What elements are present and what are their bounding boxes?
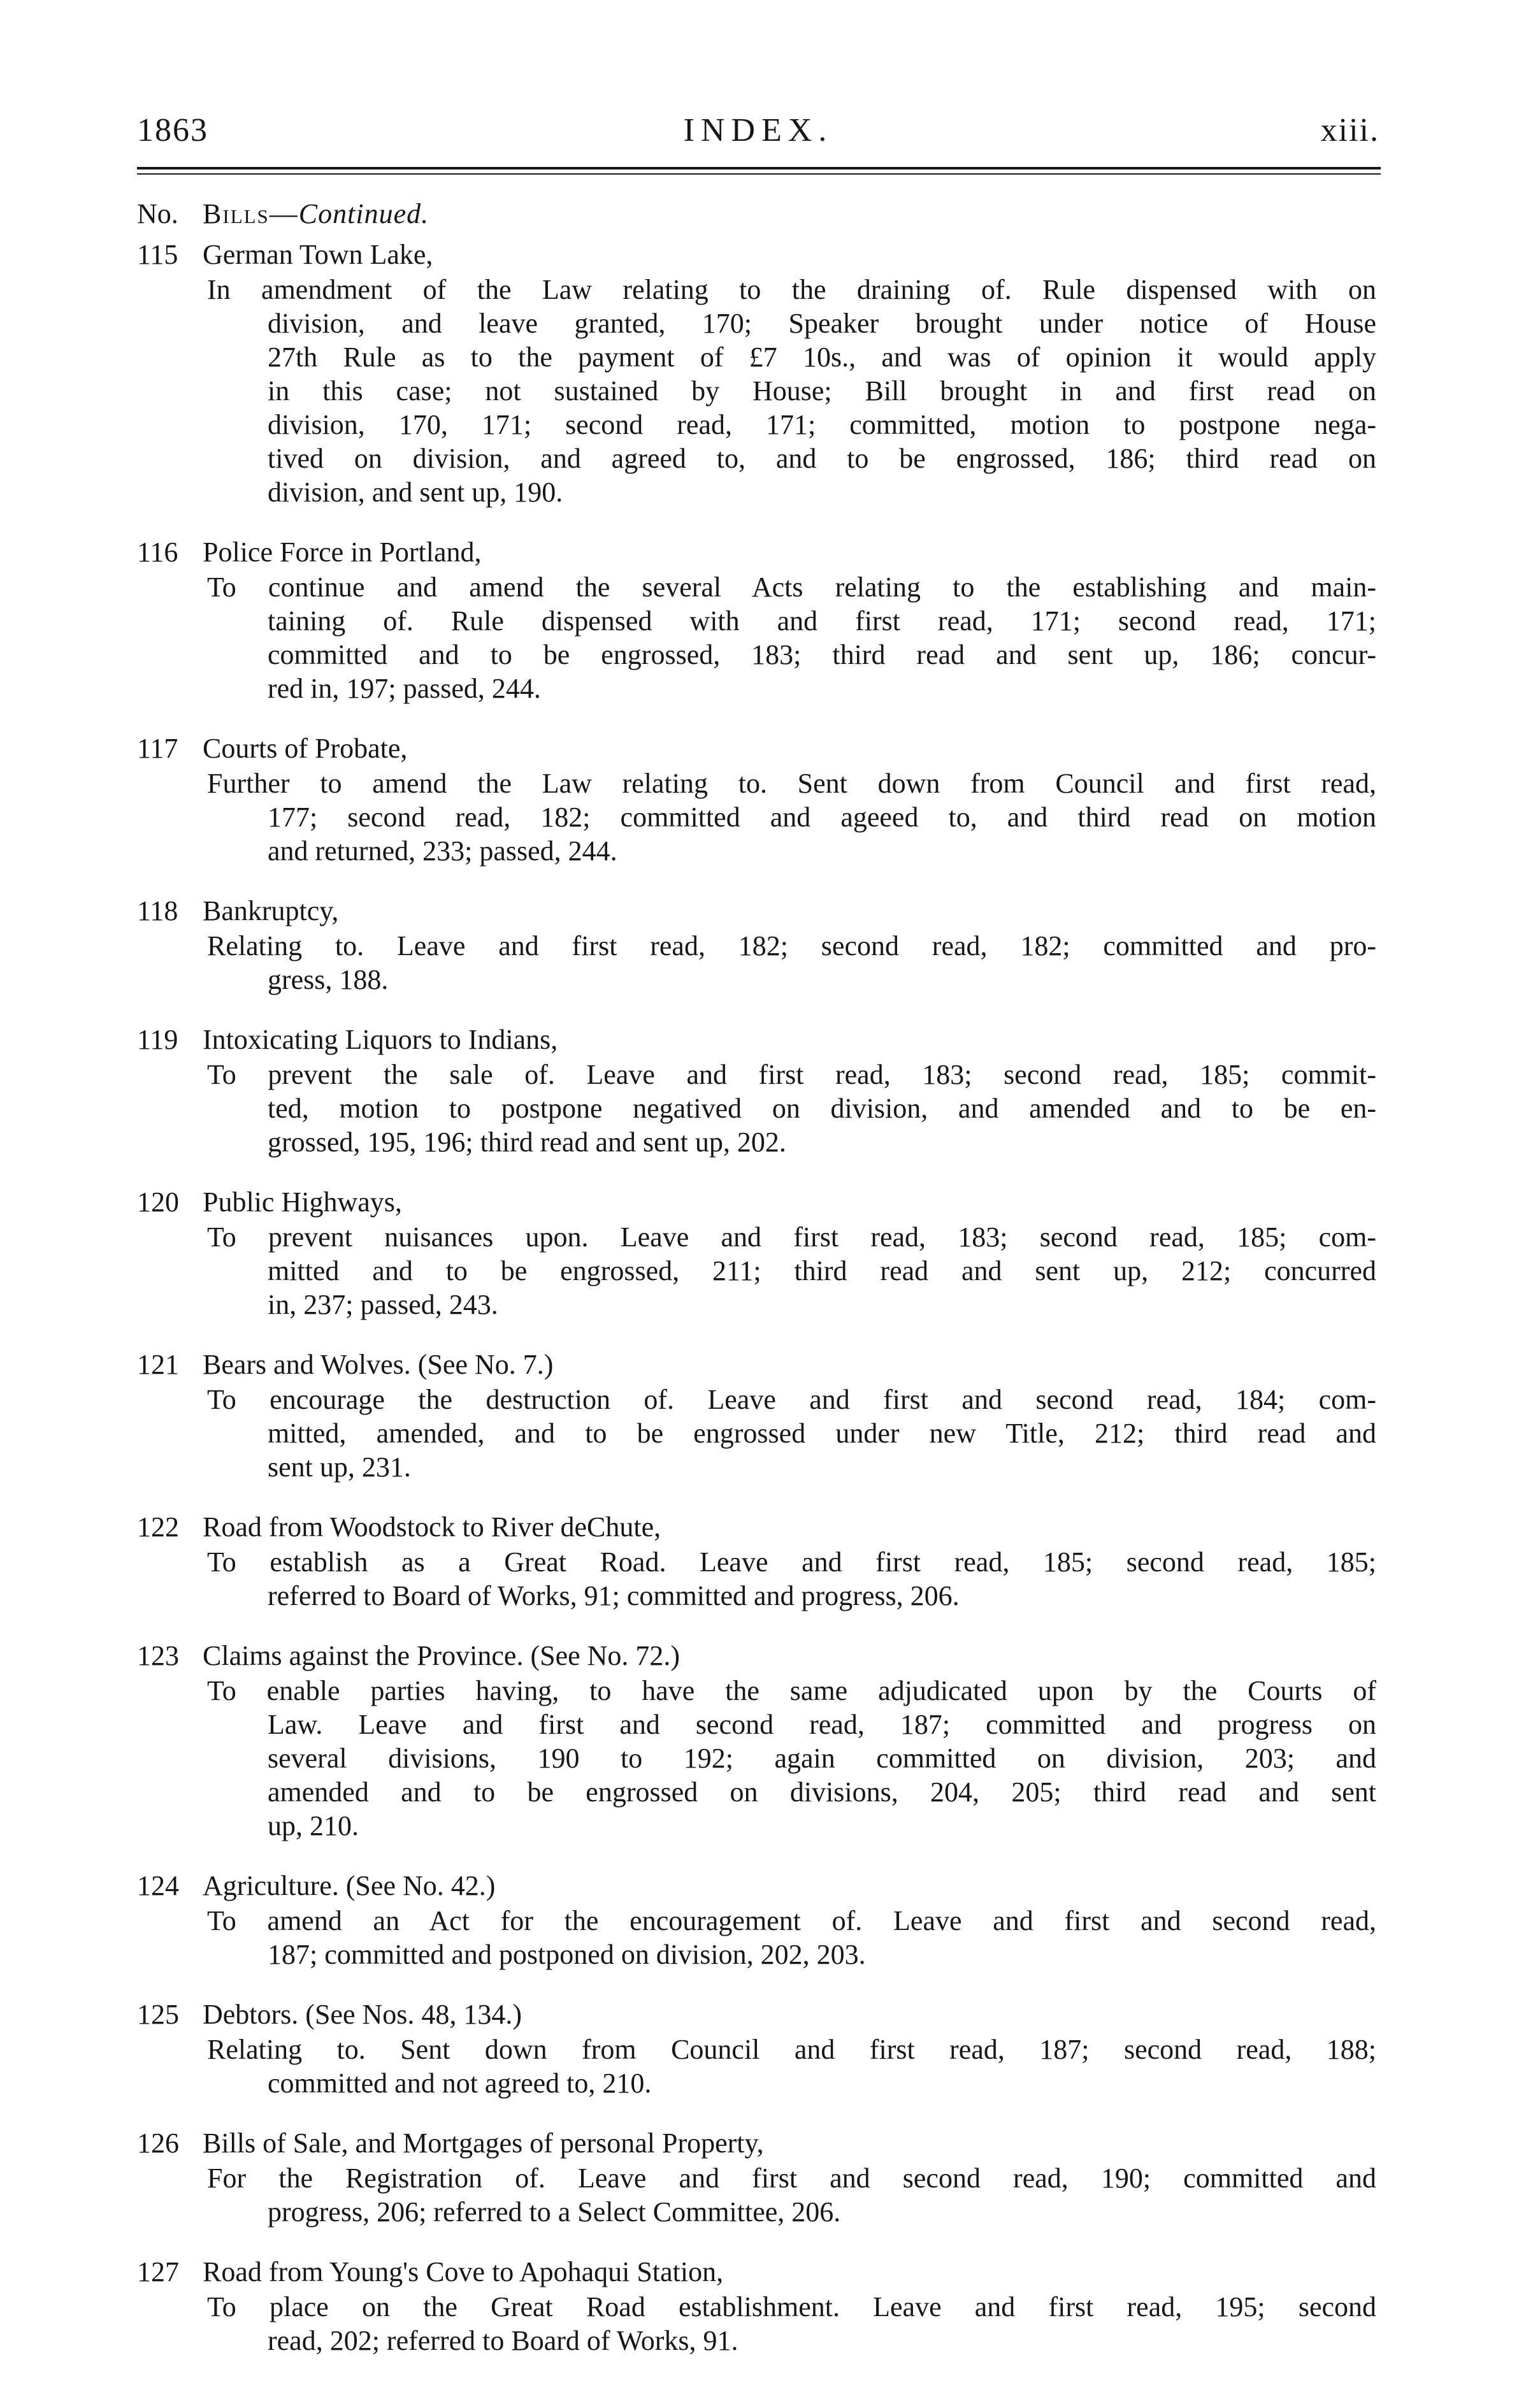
bill-entry-head: [137, 535, 1379, 570]
bill-proceedings: [207, 570, 1376, 705]
proceedings-line: ted, motion to postpone negatived on division, and amended and to be en-: [268, 1093, 1376, 1124]
proceedings-line: To amend an Act for the encouragement of. Leave and first and second read,: [207, 1905, 1376, 1936]
bill-heading: Agriculture. (See No. 42.): [203, 1870, 496, 1901]
proceedings-line: in, 237; passed, 243.: [268, 1289, 498, 1320]
proceedings-line: taining of. Rule dispensed with and first read, 171; second read, 171;: [268, 605, 1376, 637]
bill-proceedings: [207, 1383, 1376, 1484]
proceedings-line: grossed, 195, 196; third read and sent up, 202.: [268, 1127, 786, 1158]
bill-heading: Police Force in Portland,: [203, 536, 482, 568]
bill-heading: Bears and Wolves. (See No. 7.): [203, 1349, 554, 1380]
bill-number: 116: [137, 536, 178, 568]
bill-proceedings: [207, 1904, 1376, 1971]
bill-heading: Bills of Sale, and Mortgages of personal Property,: [203, 2127, 764, 2159]
bill-entry: [137, 535, 1379, 705]
proceedings-line: To encourage the destruction of. Leave and first and second read, 184; com-: [207, 1384, 1376, 1415]
bill-entry-head: [137, 1347, 1379, 1383]
bill-proceedings: [207, 929, 1376, 997]
proceedings-line: in this case; not sustained by House; Bill brought in and first read on: [268, 375, 1376, 407]
page-title: INDEX.: [683, 112, 833, 148]
bill-number: 121: [137, 1349, 179, 1380]
bill-entry: [137, 1509, 1379, 1613]
bill-entry-head: [137, 1509, 1379, 1545]
column-heading: [137, 198, 1379, 236]
bill-entry-head: [137, 1022, 1379, 1058]
bill-entry: [137, 237, 1379, 509]
proceedings-line: gress, 188.: [268, 964, 389, 995]
bill-number: 123: [137, 1640, 179, 1671]
bill-entry: [137, 1868, 1379, 1971]
bill-entry-head: [137, 1638, 1379, 1674]
bill-proceedings: [207, 1674, 1376, 1843]
proceedings-line: division, and leave granted, 170; Speaker brought under notice of House: [268, 308, 1376, 339]
proceedings-line: division, and sent up, 190.: [268, 477, 563, 508]
running-head: [137, 112, 1379, 162]
bill-entry-head: [137, 1868, 1379, 1904]
proceedings-line: tived on division, and agreed to, and to be engrossed, 186; third read on: [268, 443, 1376, 474]
bill-proceedings: [207, 1220, 1376, 1321]
proceedings-line: To continue and amend the several Acts relating to the establishing and main-: [207, 572, 1376, 603]
bill-number: 127: [137, 2256, 179, 2287]
proceedings-line: division, 170, 171; second read, 171; committed, motion to postpone nega-: [268, 409, 1376, 440]
proceedings-line: In amendment of the Law relating to the draining of. Rule dispensed with on: [207, 274, 1376, 305]
proceedings-line: mitted, amended, and to be engrossed under new Title, 212; third read and: [268, 1418, 1376, 1449]
proceedings-line: To establish as a Great Road. Leave and first read, 185; second read, 185;: [207, 1546, 1376, 1578]
bill-heading: Intoxicating Liquors to Indians,: [203, 1024, 558, 1055]
proceedings-line: sent up, 231.: [268, 1451, 411, 1483]
bill-number: 120: [137, 1186, 179, 1218]
bill-entry-head: [137, 2126, 1379, 2161]
proceedings-line: 177; second read, 182; committed and ageeed to, and third read on motion: [268, 802, 1376, 833]
bill-entry-head: [137, 1184, 1379, 1220]
bill-proceedings: [207, 273, 1376, 509]
page-number: xiii.: [1320, 112, 1379, 148]
proceedings-line: mitted and to be engrossed, 211; third read and sent up, 212; concurred: [268, 1255, 1376, 1286]
bill-heading: Debtors. (See Nos. 48, 134.): [203, 1999, 522, 2030]
bill-entry-head: [137, 2254, 1379, 2290]
header-rule-thin: [137, 173, 1381, 175]
section-name: Bills—: [203, 198, 299, 229]
proceedings-line: progress, 206; referred to a Select Committee, 206.: [268, 2196, 841, 2228]
proceedings-line: Relating to. Leave and first read, 182; second read, 182; committed and pro-: [207, 930, 1376, 961]
bill-entry: [137, 1997, 1379, 2100]
bill-number: 117: [137, 733, 178, 764]
proceedings-line: up, 210.: [268, 1810, 359, 1841]
header-rule-thick: [137, 167, 1381, 169]
bill-entry: [137, 2254, 1379, 2358]
proceedings-line: red in, 197; passed, 244.: [268, 673, 541, 704]
proceedings-line: amended and to be engrossed on divisions, 204, 205; third read and sent: [268, 1776, 1376, 1808]
page-year: 1863: [137, 112, 208, 148]
proceedings-line: 187; committed and postponed on division, 202, 203.: [268, 1939, 866, 1970]
proceedings-line: several divisions, 190 to 192; again committed on division, 203; and: [268, 1743, 1376, 1774]
bill-number: 122: [137, 1511, 179, 1543]
bill-entry-head: [137, 1997, 1379, 2033]
bill-number: 125: [137, 1999, 179, 2030]
bill-entry-head: [137, 237, 1379, 273]
bill-heading: Public Highways,: [203, 1186, 402, 1218]
bill-heading: Courts of Probate,: [203, 733, 408, 764]
bill-entry: [137, 1347, 1379, 1484]
bill-entry: [137, 1022, 1379, 1159]
bill-heading: Road from Young's Cove to Apohaqui Station,: [203, 2256, 724, 2287]
proceedings-line: To place on the Great Road establishment. Leave and first read, 195; second: [207, 2291, 1376, 2322]
bill-entry: [137, 1638, 1379, 1843]
bill-number: 115: [137, 239, 178, 270]
bill-entry: [137, 731, 1379, 868]
proceedings-line: and returned, 233; passed, 244.: [268, 835, 617, 867]
bill-entry: [137, 893, 1379, 997]
bill-entry: [137, 2126, 1379, 2229]
bill-number: 119: [137, 1024, 178, 1055]
proceedings-line: To enable parties having, to have the same adjudicated upon by the Courts of: [207, 1675, 1376, 1706]
proceedings-line: read, 202; referred to Board of Works, 91.: [268, 2325, 738, 2356]
proceedings-line: referred to Board of Works, 91; committed and progress, 206.: [268, 1580, 960, 1611]
bill-proceedings: [207, 1058, 1376, 1159]
proceedings-line: Further to amend the Law relating to. Sent down from Council and first read,: [207, 768, 1376, 799]
bill-heading: Claims against the Province. (See No. 72.): [203, 1640, 680, 1671]
bill-proceedings: [207, 767, 1376, 868]
bill-heading: German Town Lake,: [203, 239, 433, 270]
bill-proceedings: [207, 1545, 1376, 1613]
bill-heading: Road from Woodstock to River deChute,: [203, 1511, 661, 1543]
bill-proceedings: [207, 2161, 1376, 2229]
bill-entry: [137, 1184, 1379, 1321]
proceedings-line: Relating to. Sent down from Council and first read, 187; second read, 188;: [207, 2034, 1376, 2065]
proceedings-line: For the Registration of. Leave and first and second read, 190; committed and: [207, 2163, 1376, 2194]
proceedings-line: committed and not agreed to, 210.: [268, 2068, 652, 2099]
bill-number: 124: [137, 1870, 179, 1901]
bill-number: 126: [137, 2127, 179, 2159]
bill-entries: [137, 237, 1379, 2383]
bill-number: 118: [137, 895, 178, 926]
number-column-label: No.: [137, 198, 178, 229]
bill-entry-head: [137, 893, 1379, 929]
proceedings-line: Law. Leave and first and second read, 187; committed and progress on: [268, 1709, 1376, 1740]
bill-proceedings: [207, 2033, 1376, 2100]
proceedings-line: To prevent the sale of. Leave and first read, 183; second read, 185; commit-: [207, 1059, 1376, 1090]
bill-entry-head: [137, 731, 1379, 767]
proceedings-line: To prevent nuisances upon. Leave and first read, 183; second read, 185; com-: [207, 1221, 1376, 1253]
section-label: [203, 198, 429, 230]
proceedings-line: 27th Rule as to the payment of £7 10s., and was of opinion it would apply: [268, 342, 1376, 373]
proceedings-line: committed and to be engrossed, 183; third read and sent up, 186; concur-: [268, 639, 1376, 670]
bill-heading: Bankruptcy,: [203, 895, 339, 926]
continued-label: Continued.: [298, 198, 429, 229]
bill-proceedings: [207, 2290, 1376, 2358]
